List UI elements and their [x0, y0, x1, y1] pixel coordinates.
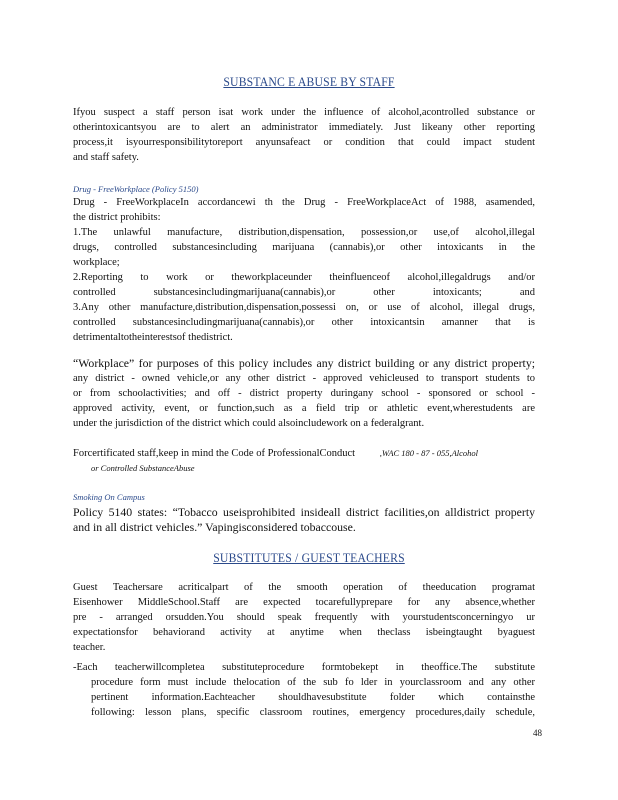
workplace-definition-paragraph — [73, 356, 535, 431]
paragraph-line: Guest Teachersare acriticalpart of the smooth operation of theeducation programat — [73, 582, 535, 593]
certificated-line — [73, 446, 535, 461]
paragraph-line: 2.Reporting to work or theworkplaceunder theinfluenceof alcohol,illegaldrugs and/or — [73, 272, 535, 283]
paragraph-line: pre - arranged orsudden.You should speak frequently with yourstudentsconcerningyo ur — [73, 612, 535, 623]
paragraph-line: under the jurisdiction of the district which could alsoincludework on a federalgrant. — [73, 418, 425, 429]
certificated-paragraph — [73, 446, 535, 476]
paragraph-line: or from schoolactivities; and off - district property duringany school - sponsored or school - — [73, 388, 535, 399]
paragraph-line: process,it isyourresponsibilitytoreport anyunsafeact or condition that could impact student — [73, 137, 535, 148]
paragraph-line: 1.The unlawful manufacture, distribution,dispensation, possession,or use,of alcohol,illegal — [73, 227, 535, 238]
paragraph-line: workplace; — [73, 257, 120, 268]
bullet-line: pertinent information.Eachteacher shouldhavesubstitute folder which containsthe — [91, 692, 535, 703]
smoking-line: Policy 5140 states: “Tobacco useisprohibited insideall district facilities,on alldistrict property — [73, 505, 535, 519]
substance-abuse-paragraph — [73, 105, 535, 165]
bullet-line: -Each teacherwillcompletea substituteprocedure formtobekept in theoffice.The substitute — [73, 662, 535, 673]
page-number: 48 — [533, 728, 542, 738]
smoking-paragraph — [73, 505, 535, 535]
bullet-line: following: lesson plans, specific classroom routines, emergency procedures,daily schedule, — [91, 707, 535, 718]
section-title-substitutes: SUBSTITUTES / GUEST TEACHERS — [213, 550, 405, 565]
paragraph-line: Drug - FreeWorkplaceIn accordancewi th the Drug - FreeWorkplaceAct of 1988, asamended, — [73, 197, 535, 208]
paragraph-line: Ifyou suspect a staff person isat work under the influence of alcohol,acontrolled substance or — [73, 107, 535, 118]
substitute-procedure-bullet — [73, 660, 535, 720]
workplace-lead-line: “Workplace” for purposes of this policy includes any district building or any district property; — [73, 356, 535, 370]
paragraph-line: the district prohibits: — [73, 212, 161, 223]
bullet-line: procedure form must include thelocation of the sub fo lder in yourclassroom and any other — [91, 677, 535, 688]
certificated-text: Forcertificated staff,keep in mind the Code of ProfessionalConduct — [73, 448, 356, 459]
paragraph-line: controlled substancesincludingmarijuana(cannabis),or other intoxicants; and — [73, 287, 535, 298]
drug-free-paragraph — [73, 195, 535, 345]
paragraph-line: approved activity, event, or function,such as a field trip or athletic event,wherestudents are — [73, 403, 535, 414]
paragraph-line: 3.Any other manufacture,distribution,dispensation,possessi on, or use of alcohol, illegal drugs, — [73, 302, 535, 313]
paragraph-line: detrimentaltotheinterestsof thedistrict. — [73, 332, 233, 343]
paragraph-line: any district - owned vehicle,or any other district - approved vehicleused to transport students to — [73, 373, 535, 384]
paragraph-line: drugs, controlled substancesincluding marijuana (cannabis),or other intoxicants in the — [73, 242, 535, 253]
subheading-smoking-on-campus: Smoking On Campus — [73, 492, 145, 502]
paragraph-line: otherintoxicantsyou are to alert an administrator immediately. Just likeany other reporting — [73, 122, 535, 133]
paragraph-line: Eisenhower MiddleSchool.Staff are expected tocarefullyprepare for any absence,whether — [73, 597, 535, 608]
subheading-drug-free-workplace: Drug - FreeWorkplace (Policy 5150) — [73, 184, 199, 194]
wac-citation: ,WAC 180 - 87 - 055,Alcohol — [379, 448, 479, 458]
paragraph-line: controlled substancesincludingmarijuana(cannabis),or other intoxicantsin amanner that is — [73, 317, 535, 328]
substitutes-paragraph — [73, 580, 535, 655]
wac-citation-continued: or Controlled SubstanceAbuse — [91, 463, 195, 473]
smoking-line: and in all district vehicles.” Vapingisconsidered tobaccouse. — [73, 520, 356, 534]
paragraph-line: expectationsfor behaviorand activity at anytime when theclass isbeingtaught byaguest — [73, 627, 535, 638]
paragraph-line: teacher. — [73, 642, 106, 653]
paragraph-line: and staff safety. — [73, 152, 139, 163]
section-title-substance-abuse: SUBSTANC E ABUSE BY STAFF — [223, 74, 395, 89]
